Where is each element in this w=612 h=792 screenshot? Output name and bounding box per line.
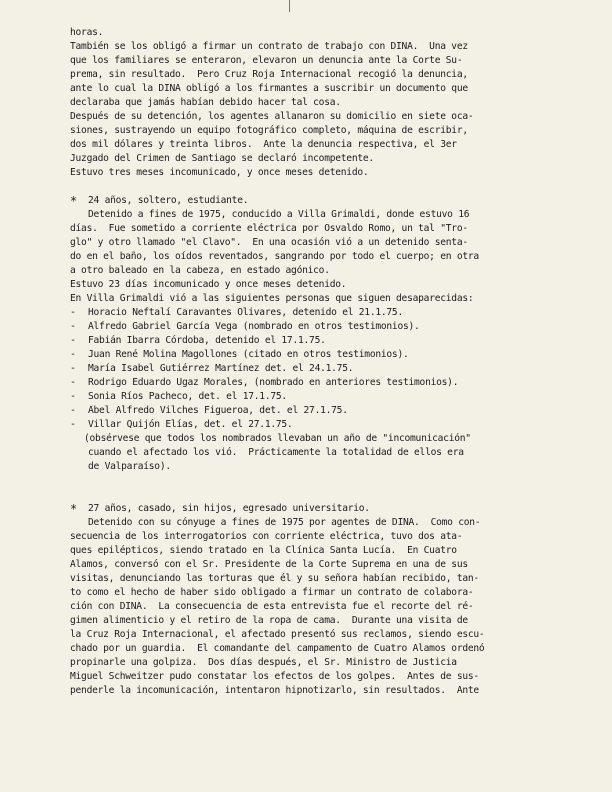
list-dash: -: [70, 307, 77, 318]
text-line: dos mil dólares y treinta libros. Ante la denuncia respectiva, el 3er: [70, 139, 457, 150]
text-line: visitas, denunciando las torturas que él y su señora habían recibido, tan-: [70, 573, 479, 584]
text-line: horas.: [70, 27, 104, 38]
text-line: que los familiares se enteraron, elevaron un denuncia ante la Corte Su-: [70, 55, 463, 66]
text-line: ción con DINA. La consecuencia de esta entrevista fue el recorte del ré-: [70, 601, 474, 612]
list-item: Abel Alfredo Vilches Figueroa, det. el 27.1.75.: [88, 405, 348, 416]
text-line: Estuvo 23 días incomunicado y once meses detenido.: [70, 279, 347, 290]
text-line: cuando el afectado los vió. Prácticamente la totalidad de ellos era: [88, 447, 464, 458]
list-item: Villar Quijón Elías, det. el 27.1.75.: [88, 419, 293, 430]
text-line: ques epilépticos, siendo tratado en la Clínica Santa Lucía. En Cuatro: [70, 545, 457, 556]
text-line: (obsérvese que todos los nombrados llevaban un año de "incomunicación": [84, 433, 471, 444]
asterisk-marker: *: [70, 194, 78, 208]
text-line: a otro baleado en la cabeza, en estado agónico.: [70, 265, 330, 276]
list-item: Horacio Neftalí Caravantes Olivares, detenido el 21.1.75.: [88, 307, 403, 318]
list-dash: -: [70, 377, 77, 388]
top-edge-mark: [289, 0, 290, 12]
list-item: Juan René Molina Magollones (citado en otros testimonios).: [88, 349, 409, 360]
text-line: to como el hecho de haber sido obligado a firmar un contrato de colabora-: [70, 587, 474, 598]
text-line: Juzgado del Crimen de Santiago se declaró incompetente.: [70, 153, 374, 164]
list-item: Rodrigo Eduardo Ugaz Morales, (nombrado en anteriores testimonios).: [88, 377, 459, 388]
text-line: Detenido a fines de 1975, conducido a Villa Grimaldi, donde estuvo 16: [88, 209, 470, 220]
text-line: siones, sustrayendo un equipo fotográfico completo, máquina de escribir,: [70, 125, 468, 136]
text-line: Detenido con su cónyuge a fines de 1975 por agentes de DINA. Como con-: [88, 517, 481, 528]
text-line: propinarle una golpiza. Dos días después, el Sr. Ministro de Justicia: [70, 657, 457, 668]
list-item: María Isabel Gutiérrez Martínez det. el 24.1.75.: [88, 363, 354, 374]
list-item: Alfredo Gabriel García Vega (nombrado en otros testimonios).: [88, 321, 420, 332]
text-line: penderle la incomunicación, intentaron hipnotizarlo, sin resultados. Ante: [70, 685, 479, 696]
text-line: En Villa Grimaldi vió a las siguientes personas que siguen desaparecidas:: [70, 293, 474, 304]
text-line: Miguel Schweitzer pudo constatar los efectos de los golpes. Antes de sus-: [70, 671, 479, 682]
list-dash: -: [70, 391, 77, 402]
list-dash: -: [70, 335, 77, 346]
asterisk-marker: *: [70, 502, 78, 516]
text-line: gimen alimenticio y el retiro de la ropa de cama. Durante una visita de: [70, 615, 468, 626]
text-line: Estuvo tres meses incomunicado, y once meses detenido.: [70, 167, 369, 178]
text-line: También se los obligó a firmar un contrato de trabajo con DINA. Una vez: [70, 41, 468, 52]
text-line: 24 años, soltero, estudiante.: [88, 195, 249, 206]
text-line: la Cruz Roja Internacional, el afectado presentó sus reclamos, siendo escu-: [70, 629, 485, 640]
list-dash: -: [70, 363, 77, 374]
text-line: chado por un guardia. El comandante del campamento de Cuatro Alamos ordenó: [70, 643, 485, 654]
list-dash: -: [70, 405, 77, 416]
text-line: declaraba que jamás habían debido hacer tal cosa.: [70, 97, 341, 108]
list-dash: -: [70, 349, 77, 360]
text-line: prema, sin resultado. Pero Cruz Roja Internacional recogió la denuncia,: [70, 69, 468, 80]
list-dash: -: [70, 321, 77, 332]
list-item: Fabián Ibarra Córdoba, detenido el 17.1.75.: [88, 335, 326, 346]
text-line: glo" y otro llamado "el Clavo". En una ocasión vió a un detenido senta-: [70, 237, 468, 248]
list-item: Sonia Ríos Pacheco, det. el 17.1.75.: [88, 391, 287, 402]
text-line: días. Fue sometido a corriente eléctrica por Osvaldo Romo, un tal "Tro-: [70, 223, 468, 234]
text-line: ante lo cual la DINA obligó a los firmantes a suscribir un documento que: [70, 83, 468, 94]
text-line: Después de su detención, los agentes allanaron su domicilio en siete oca-: [70, 111, 474, 122]
text-line: secuencia de los interrogatorios con corriente eléctrica, tuvo dos ata-: [70, 531, 463, 542]
text-line: Alamos, conversó con el Sr. Presidente de la Corte Suprema en una de sus: [70, 559, 468, 570]
text-line: 27 años, casado, sin hijos, egresado universitario.: [88, 503, 370, 514]
text-line: de Valparaíso).: [88, 461, 171, 472]
text-line: do en el baño, los oídos reventados, sangrando por todo el cuerpo; en otra: [70, 251, 479, 262]
list-dash: -: [70, 419, 77, 430]
